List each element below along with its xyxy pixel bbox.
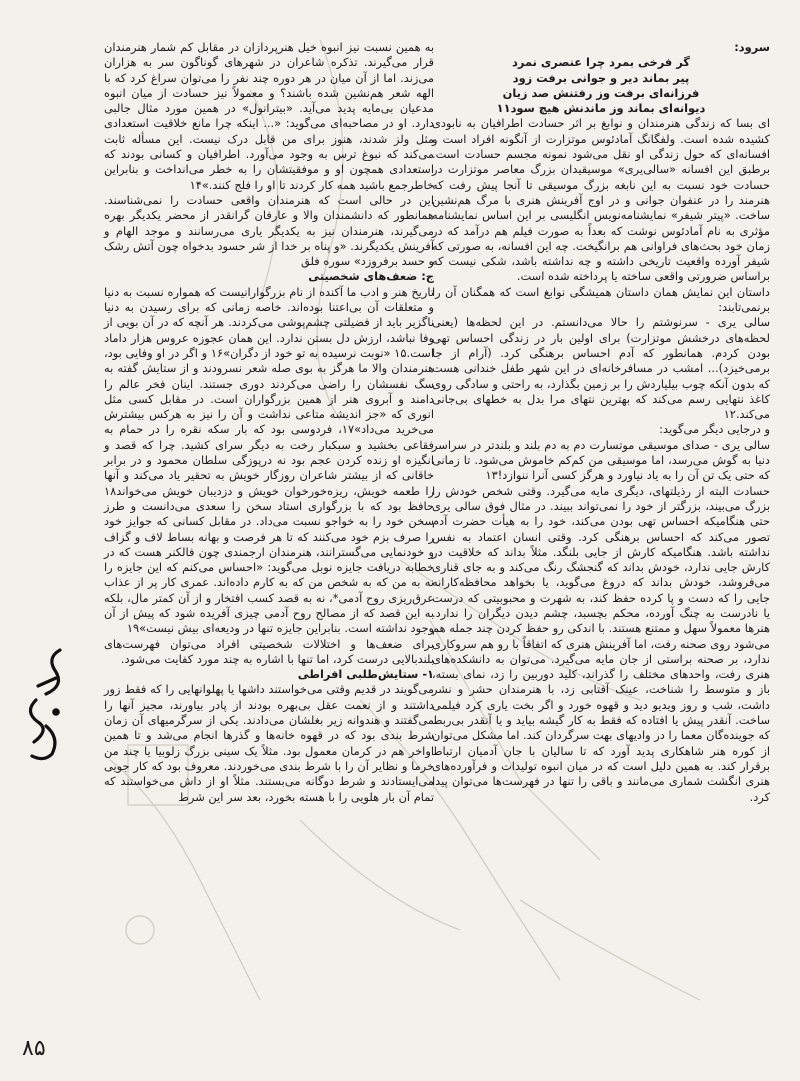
paragraph: این در حالی است که هنرمندان واقعی حسادت را نمی‌شناسند. همانطور که دانشمندان والا و عارفان گرانقدر از محضر یکدیگر بهره می‌گیرند، هنرمندان نیز به یکدیگر یاری می‌رسانند و موجد الهام و آفرینش یکدیگرند. «و پناه بر خدا از شر حسود بدخواه چون آتش رشک و حسد برفروزد» سوره فلق: [104, 192, 434, 269]
paragraph: ای بسا که زندگی هنرمندان و نوابغ بر اثر حسادت اطرافیان به نابودی کشیده شده است. ولفگانگ آمادئوس موتزارت از آنگونه افراد است و افسانه‌ای که حول زندگی او نقل می‌شود نمونه مجسم حسادت است. برطبق این افسانه «سالی‌یری» موسیقیدان بزرگ معاصر موتزارت در حسادت خود نسبت به این نابغه بزرگ موسیقی تا آنجا پیش رفت که هنرمند را در عنفوان جوانی و در اوج آفرینش هنری با مرگ هم‌نشین ساخت. «پیتر شیفر» نمایشنامه‌نویس انگلیسی بر این اساس نمایشنامه مؤثری به نام آمادئوس نوشت که بعداً به صورت فیلم هم درآمد که در زمان خود بحث‌های فراوانی هم برانگیخت. چه این افسانه، به صورتی که شیفر آورده واقعیت تاریخی داشته و چه نداشته باشد، شکی نیست که براساس ضرورتی واقعی ساخته یا پرداخته شده است.: [432, 116, 770, 284]
paragraph: به همین نسبت نیز انبوه خیل هنرپردازان در مقابل کم شمار هنرمندان قرار می‌گیرند. تذکره شاعران در شهرهای گوناگون سر به هزاران می‌زند. اما از آن میان در هر دوره چند نفر را می‌توان سراغ کرد که با الهه شعر هم‌نشین شده باشند؟ و معمولاً نیز حسادت از میان انبوه مدعیان بی‌مایه پدید می‌آید. «بیترانول» در همین مورد مثال جالبی دارد. او در مصاحبه‌ای می‌گوید: «... اینکه چرا مانع خلاقیت استعدادی مثل ولز شدند، هنوز برای من قابل درک نیست. این مسأله ثابت می‌کند که نبوغ ترس به وجود می‌آورد. اطرافیان و کسانی بودند که استعدادی همچون او و موفقیتشان را به خطر می‌انداخت و بنابراین خاطرجمع باشید همه کار کردند تا او را فلج کنند.»۱۴: [104, 40, 434, 192]
poem-verse: فرزانه‌ای برفت وز رفتنش صد زیان: [502, 85, 700, 100]
poem-verse: پیر بماند دیر و جوانی برفت زود: [512, 70, 690, 85]
paragraph: و درجایی دیگر می‌گوید:: [659, 422, 770, 437]
poem-verse: گر فرخی بمرد چرا عنصری نمرد: [512, 55, 690, 70]
kerman-magazine-logo: [16, 642, 76, 767]
right-text-column: [432, 40, 770, 805]
poem-verse: دیوانه‌ای بماند وز ماندنش هیچ سود۱۱: [496, 101, 706, 116]
section-heading: ج: ضعف‌های شخصیتی: [308, 269, 434, 284]
section-heading: ۱- ستایش‌طلبی افراطی: [297, 667, 434, 682]
paragraph: حسادت البته از رذیلتهای، دیگری مایه می‌گیرد. وقتی شخص خودش را بزرگ می‌بیند، بزرگتر از خود را نمی‌تواند ببیند. در مثال فوق سالی یری حتی هنگامیکه احساس تهی بودن می‌کند، خود را به هیأت حضرت آدم تصور می‌کند که احساس برهنگی کرد. وقتی انسان اعتماد به نفس نداشته باشد. هنگامیکه کارش از جایی بلنگد. مثلاً بداند که خلاقیت در کارش جایی ندارد، خودش بداند که گنجشگ رنگ می‌کند و به جای قناری می‌فروشد، خودش بداند که دروغ می‌گوید، یا بخواهد محافظه‌کارانه جایی را که دست و پا کرده حفظ کند، به شهرت و محبوبیتی که درست یا نادرست به چنگ آورده، محکم بچسبد، چشم دیدن دیگران را ندارد. هنرها معمولاً سهل و ممتنع هستند. با اندکی رو حفظ کردن چند جمله هم می‌شود روی صحنه رفت، اما آفرینش هنری که اتفاقاً با رو هم سروکاری ندارد، بر صحنه براستی از جان مایه می‌گیرد. می‌توان به دانشکده‌های هنری رفت، واحدهای مختلف را گذراند، کلید دوربین را زد، نمای بسته، باز و متوسط را شناخت، عینک آفتابی زد، با هنرمندان حشر و نشر داشت، شب و روز ویدیو دید و قهوه خورد و اگر بخت یاری کرد فیلمی ساخت. آنقدر پیش یا افتاده که فقط به کار گیشه بیاید و یا آنقدر بی‌ربط که جوینده‌گان معما را در وادیهای بهت سرگردان کند. اما مشکل می‌توان از کوره هنر شاهکاری پدید آورد که تا سالیان با جان آدمیان ارتباط برقرار کند. به همین دلیل است که در میان انبوه تولیدات و فرآورده‌های هنری انگشت شماری می‌مانند و باقی را تنها در فهرست‌ها می‌توان پیدا کرد.: [432, 483, 770, 804]
page-number: ۸۵: [22, 1036, 46, 1061]
paragraph: می‌گویند در قدیم وقتی می‌خواستند داشها یا پهلوانهایی را که فقط زور داشتند و از نعمت عقل بی‌بهره بودند از پادر بیاورند، مجیز آنها را می‌گفتند و هندوانه زیر بغلشان می‌دادند. یکی از سرگرمیهای آن زمان شرط بندی بود که در قهوه خانه‌ها و گذرها انجام می‌شد و تا همین اواخر هم در کرمان معمول بود. مثلاً یک سینی بزرگ زلوبیا یا چند من خرما و نظایر آن را با شرط بندی می‌خوردند. معروف بود که کار جویی می‌ایستادند و شرط دوگانه می‌بستند. مثلاً او از داش می‌خواستند که تمام آن بار هلویی را با هسته بخورد، بعد سر این شرط: [104, 682, 434, 804]
left-text-column: [104, 40, 434, 805]
paragraph: داستان این نمایش همان داستان همیشگی نوابغ است که همگنان آن را برنمی‌تابند:: [432, 284, 770, 315]
paragraph: سالی یری - صدای موسیقی موتسارت دم به دم بلند و بلندتر در سراسر دنیا به گوش می‌رسد، اما موسیقی من کم‌کم خاموش می‌شود. تا زمانی که حتی یک تن آن را به یاد نیاورد و هرگز کسی آنرا ننوازد!۱۳: [432, 437, 770, 483]
paragraph: تاریخ هنر و ادب ما آکنده از نام بزرگوارانیست که همواره نسبت به دنیا و متعلقات آن بی‌اعتنا بوده‌اند. خاصه زمانی که برای رسیدن به دنیا ناگزیر باید از فضیلتی چشم‌پوشی می‌کردند. هر آنچه که در آن بویی از وفا نباشد، ارزش دل بستن ندارد. این همان عجوزه عروس هزار داماد است.۱۵ «نوبت نرسیده به تو خود از دگران»۱۶ و اگر در او وفایی بود، هنرمندان والا ما هرگز به بوی صله شعر نسرودند و از ستایش گفته به سگ نفسشان را راضی می‌کردند دوری جستند. اینان فخر عالم را دامند و آبروی هنر از همین بزرگواران است. در مقابل کسی مثل انوری که «جز اندیشه متاعی نداشت و آن را نیز به هرکس بیشترش می‌خرید می‌داد»۱۷، فردوسی بود که بار سکه نقره را در حمام به فقاعی بخشید و سبکبار رخت به دیگر سرای کشید. چرا که قصد و انگیزه او زنده کردن عجم بود نه درپوزگی سلطان محمود و در برابر خاقانی که از بیشتر شاعران روزگار خویش به تحقیر یاد می‌کند و آنها را طعمه خویش، ریزه‌خورخوان خویش و دزدیبان خویش می‌خواند۱۸ حافظ بود که با بزرگواری استاد سخن را سعدی می‌دانست و طرز سخن خود را به خواجو نسبت می‌داد. در مقابل کسانی که جوایز خود را صرف بزم خود می‌کنند که تا هر فرصت و بهانه بساط لاف و گزاف و خودنمایی می‌گسترانند، هنرمندان ارجمندی چون فالکنر هست که در خطابه دریافت جایزه نوبل می‌گوید: «احساس می‌کنم که این جایزه را نه به من که به شخص من که به کارم داده‌اند. عمری کار پر از عذاب عرق‌ریزی روح آدمی*، نه به قصد کسب افتخار و از آن کمتر مال، بلکه به این قصد که از مصالح روح آدمی چیزی آفریده شود که پیش از آن وجود نداشته است. بنابراین جایزه تنها در ودیعه‌ای بیش نیست»۱۹: [104, 284, 434, 636]
paragraph: برای ضعف‌ها و اختلالات شخصیتی افراد می‌توان فهرست‌های بلندبالایی درست کرد، اما تنها با اشاره به چند مورد کفایت می‌شود.: [104, 636, 434, 666]
paragraph: سالی یری - سرنوشتم را حالا می‌دانستم. در این لحظه‌ها (یعنی لحظه‌های درخشش موتزارت) برای اولین بار در زندگی احساس تهی بودن کردم. همانطور که آدم احساس برهنگی کرد. (آرام از جا برمی‌خیزد)... امشب در مسافرخانه‌ای در این شهر طفل خندانی هست که بدون آنکه چوب بیلیاردش را بر زمین بگذارد، به راحتی و سادگی روی کاغذ نتهایی رسم می‌کند که بهترین نتهای مرا بدل به خطهای بی‌جانی می‌کند.۱۲: [432, 315, 770, 422]
paragraph: سرود:: [734, 40, 770, 54]
